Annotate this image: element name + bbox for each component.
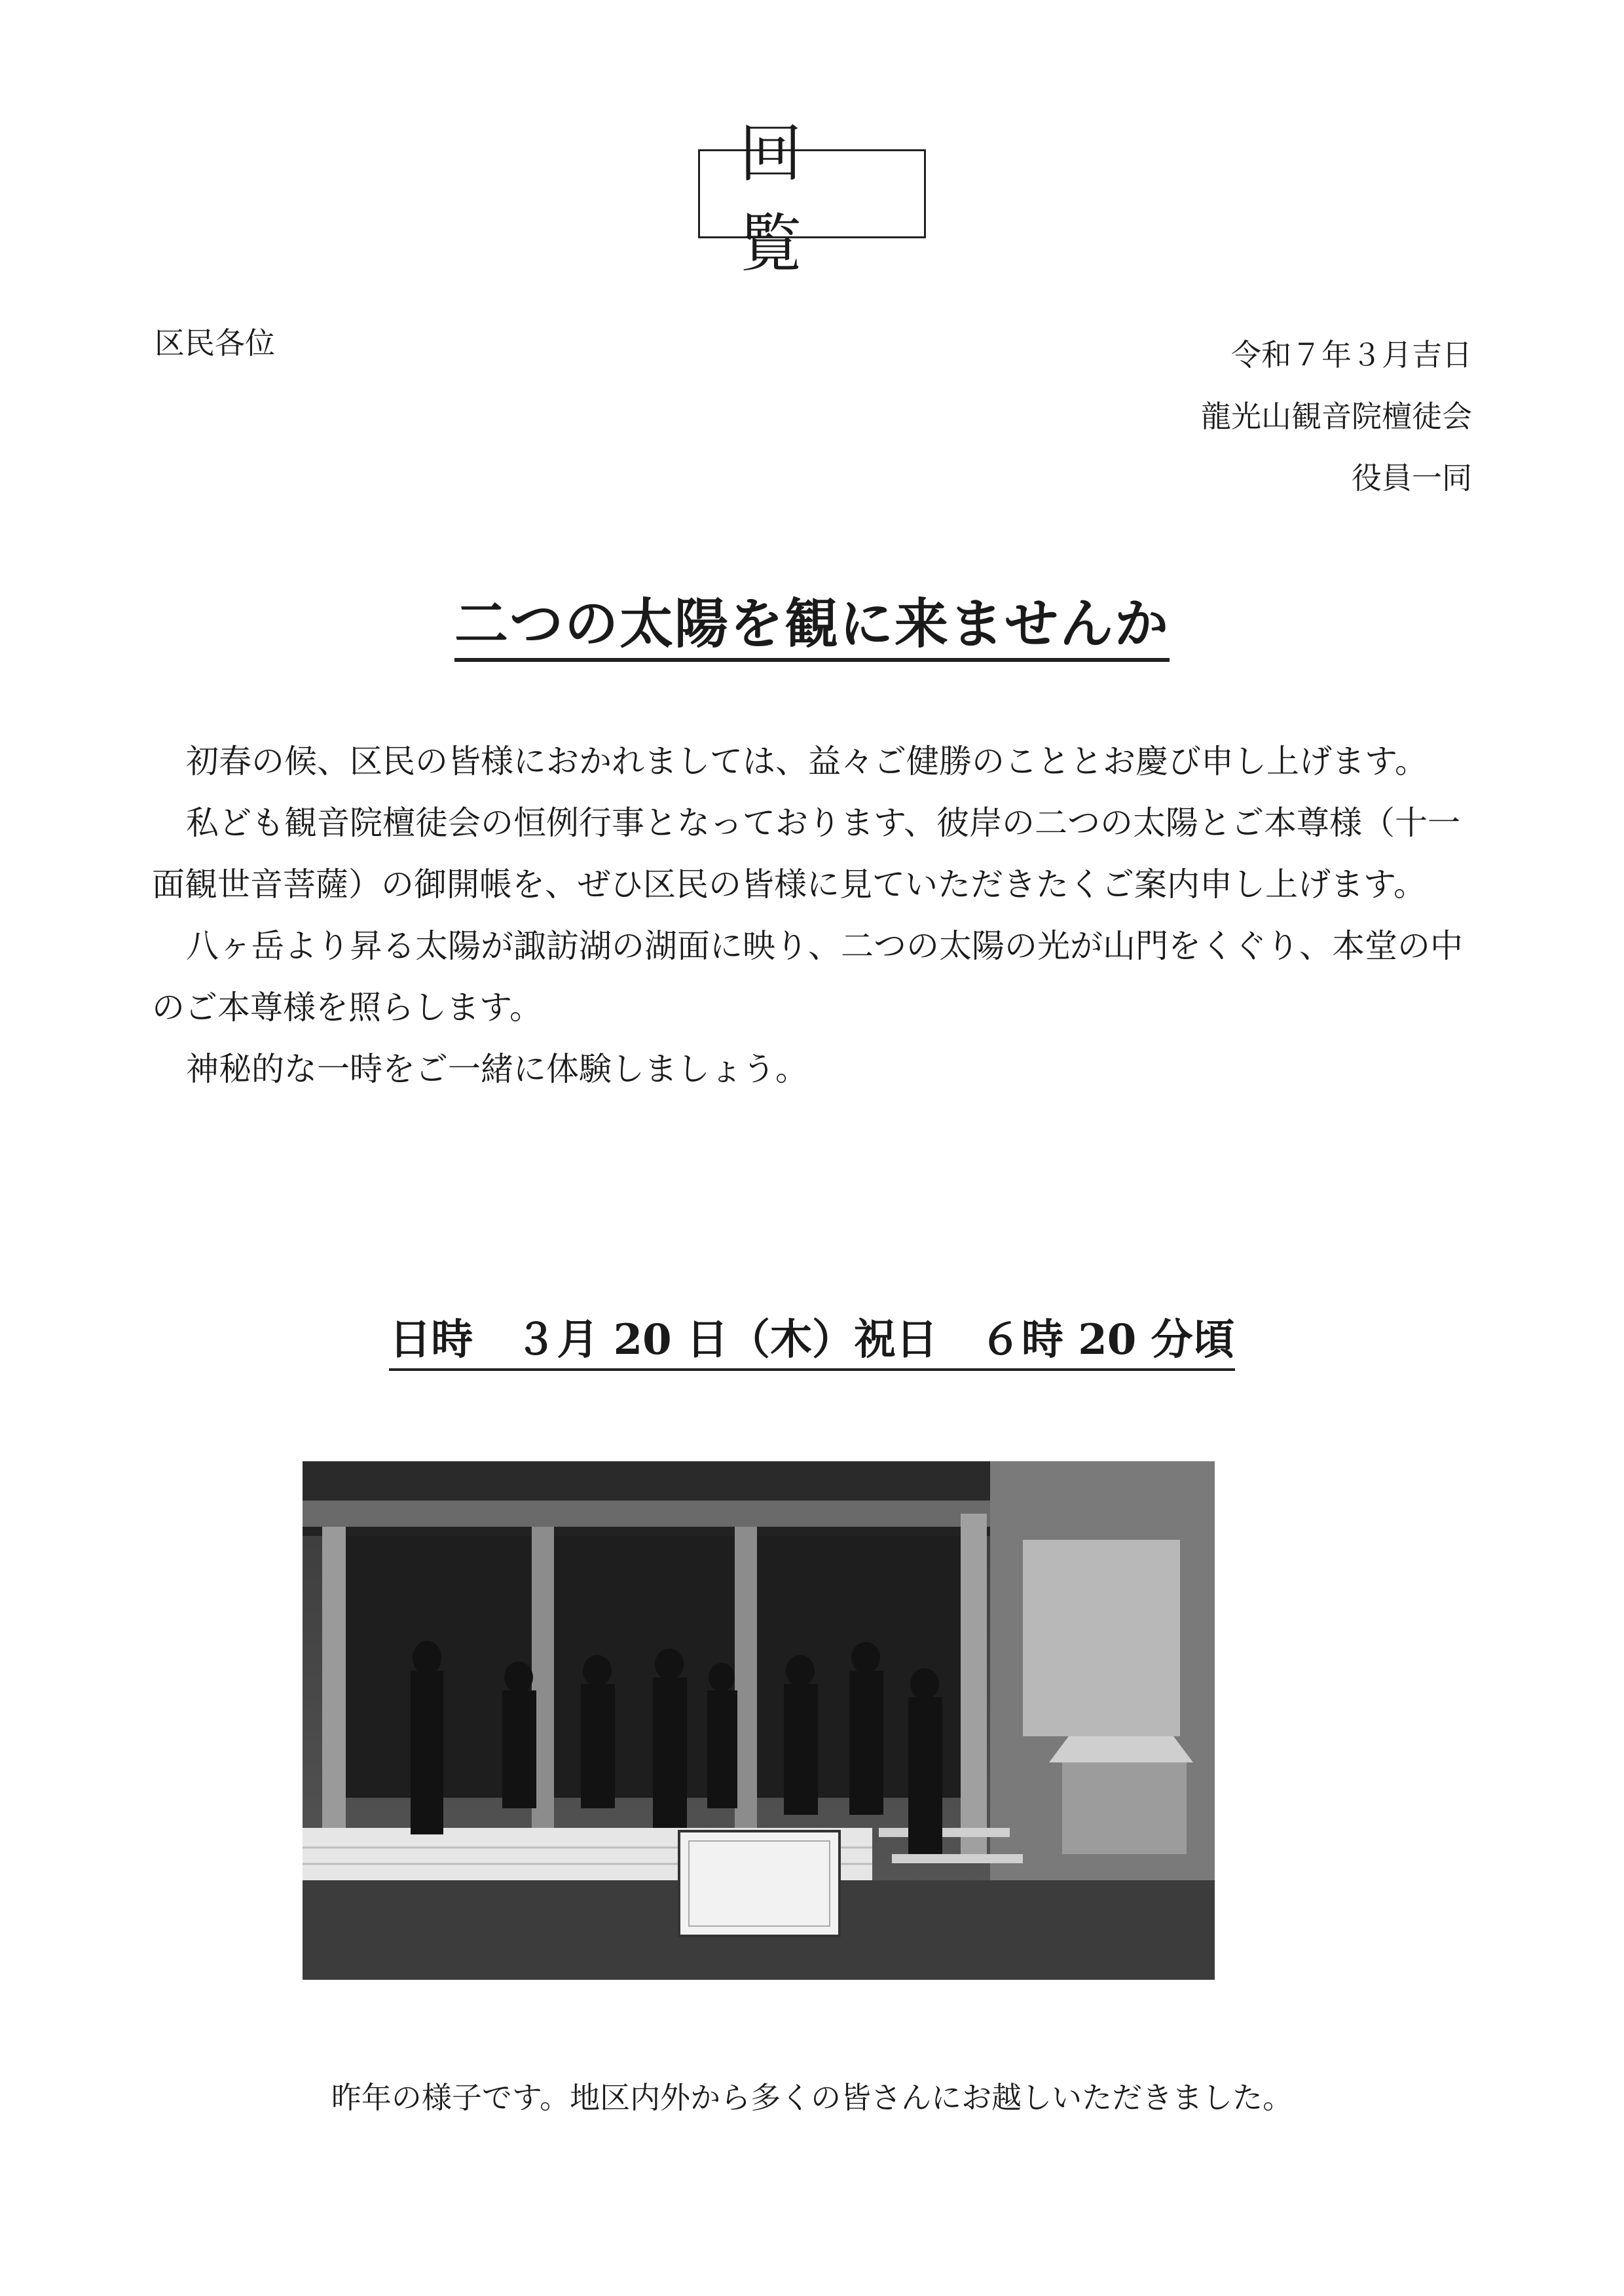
paragraph-invitation: 私ども観音院檀徒会の恒例行事となっております、彼岸の二つの太陽とご本尊様（十一面観世音菩薩）の御開帳を、ぜひ区民の皆様に見ていただきたくご案内申し上げます。 [152, 804, 1460, 903]
paragraph-closing: 神秘的な一時をご一緒に体験しましょう。 [186, 1050, 808, 1088]
event-datetime [0, 1306, 1624, 1366]
event-datetime-text: 日時 ３月 20 日（木）祝日 ６時 20 分頃 [389, 1315, 1234, 1371]
photo-caption: 昨年の様子です。地区内外から多くの皆さんにお越しいただきました。 [331, 2080, 1293, 2115]
issue-date: 令和７年３月吉日 [1231, 337, 1472, 373]
sender-organization: 龍光山観音院檀徒会 [1201, 399, 1472, 434]
paragraph-description: 八ヶ岳より昇る太陽が諏訪湖の湖面に映り、二つの太陽の光が山門をくぐり、本堂の中のご本尊様を照らします。 [152, 927, 1463, 1027]
sender-block [1201, 324, 1472, 509]
sender-members: 役員一同 [1352, 460, 1472, 496]
circular-label: 回覧 [698, 149, 926, 238]
paragraph-greeting: 初春の候、区民の皆様におかれましては、益々ご健勝のこととお慶び申し上げます。 [186, 742, 1428, 780]
body-text [152, 731, 1481, 1100]
temple-photo-illustration [303, 1461, 1215, 1980]
addressee: 区民各位 [155, 325, 275, 361]
event-photo [303, 1461, 1215, 1980]
headline [0, 581, 1624, 658]
headline-text: 二つの太陽を観に来ませんか [454, 593, 1170, 662]
